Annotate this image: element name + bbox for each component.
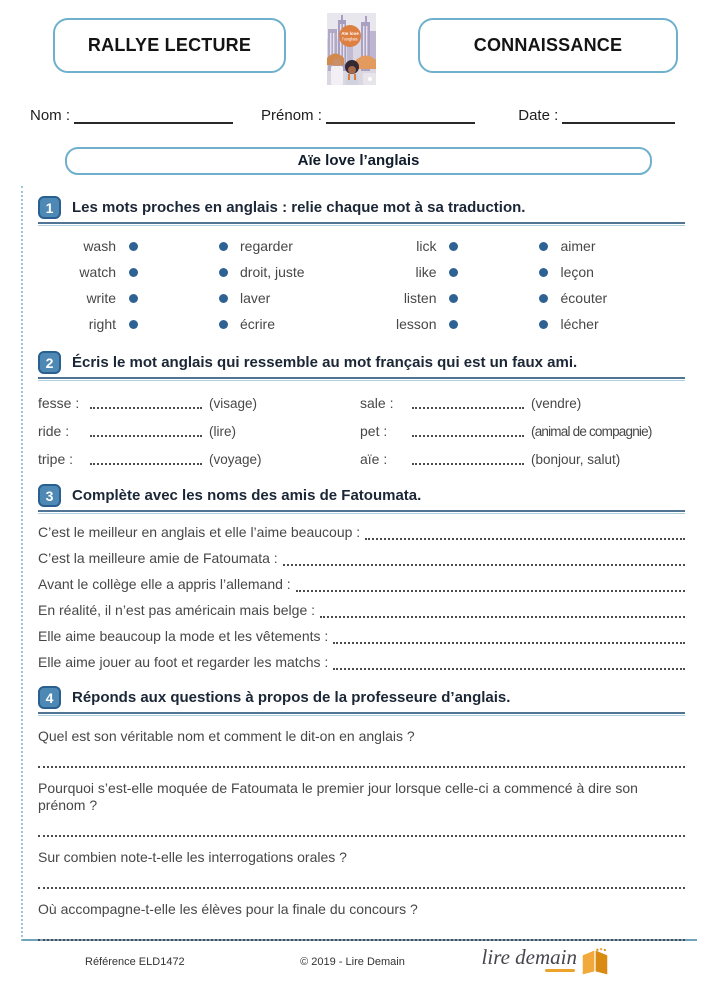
faux-ami-item <box>360 395 685 411</box>
prompt-row <box>38 604 685 618</box>
cover-title-line1: Aïe love <box>341 31 359 36</box>
prenom-blank-line <box>326 108 475 124</box>
rallye-lecture-label: RALLYE LECTURE <box>87 35 252 55</box>
match-row <box>362 290 686 305</box>
question-text: Où accompagne-t-elle les élèves pour la finale du concours ? <box>38 901 418 917</box>
match-dot-icon <box>129 268 138 277</box>
matching-exercise <box>38 238 685 331</box>
prenom-label: Prénom : <box>261 107 322 124</box>
logo-subtext-mark <box>545 969 575 972</box>
section-2 <box>38 351 685 467</box>
book-title-box <box>65 147 652 175</box>
match-dot-icon <box>129 294 138 303</box>
section-3-title: Complète avec les noms des amis de Fatoumata. <box>72 487 422 504</box>
answer-dotted-blank <box>296 580 685 592</box>
faux-ami-word: tripe : <box>38 451 74 467</box>
section-1 <box>38 196 685 331</box>
english-word: lesson <box>396 316 437 332</box>
question-text: Sur combien note-t-elle les interrogations orales ? <box>38 849 347 865</box>
section-4-number-badge: 4 <box>38 686 61 709</box>
section-2-header <box>38 351 685 374</box>
date-blank-line <box>562 108 675 124</box>
match-dot-icon <box>219 242 228 251</box>
prompt-row <box>38 630 685 644</box>
french-word: laver <box>240 290 271 306</box>
prompt-text: Elle aime beaucoup la mode et les vêtements : <box>38 628 329 644</box>
section-1-number-badge: 1 <box>38 196 61 219</box>
match-row <box>38 238 362 253</box>
answer-dotted-blank <box>333 658 685 670</box>
question-text: Pourquoi s’est-elle moquée de Fatoumata le premier jour lorsque celle-ci a commencé à dire son prénom ? <box>38 780 638 813</box>
identity-row <box>30 107 675 124</box>
faux-amis-right-column <box>360 395 685 467</box>
match-row <box>38 264 362 279</box>
section-2-number-badge: 2 <box>38 351 61 374</box>
section-4-rule <box>38 712 685 716</box>
french-word: lécher <box>560 316 599 332</box>
section-3-number-badge: 3 <box>38 484 61 507</box>
answer-dotted-line <box>38 835 685 837</box>
french-word: droit, juste <box>240 264 305 280</box>
faux-ami-hint: (vendre) <box>531 396 582 411</box>
section-4-title: Réponds aux questions à propos de la professeure d’anglais. <box>72 689 511 706</box>
answer-dotted-blank <box>90 451 202 465</box>
answer-dotted-blank <box>412 451 524 465</box>
match-dot-icon <box>129 242 138 251</box>
match-dot-icon <box>539 242 548 251</box>
book-cover-image <box>327 13 376 85</box>
english-word: listen <box>403 290 437 306</box>
faux-ami-item <box>38 423 360 439</box>
french-word: écrire <box>240 316 276 332</box>
faux-ami-hint: (animal de compagnie) <box>531 424 652 439</box>
lire-demain-logo <box>482 946 610 975</box>
match-row <box>362 316 686 331</box>
match-dot-icon <box>539 294 548 303</box>
faux-ami-hint: (lire) <box>209 424 236 439</box>
match-row <box>38 290 362 305</box>
faux-ami-item <box>360 423 685 439</box>
complete-exercise <box>38 526 685 670</box>
prompt-text: C’est le meilleur en anglais et elle l’aime beaucoup : <box>38 524 361 540</box>
faux-ami-hint: (voyage) <box>209 452 262 467</box>
section-4-header <box>38 686 685 709</box>
prompt-row <box>38 552 685 566</box>
match-dot-icon <box>219 294 228 303</box>
match-dot-icon <box>539 268 548 277</box>
match-dot-icon <box>449 294 458 303</box>
match-dot-icon <box>539 320 548 329</box>
answer-dotted-blank <box>412 395 524 409</box>
answer-dotted-line <box>38 887 685 889</box>
english-word: write <box>86 290 116 306</box>
answer-dotted-line <box>38 766 685 768</box>
french-word: leçon <box>560 264 594 280</box>
english-word: wash <box>83 238 116 254</box>
prompt-text: Elle aime jouer au foot et regarder les matchs : <box>38 654 329 670</box>
reference-code: Référence ELD1472 <box>85 956 185 968</box>
date-label: Date : <box>518 107 559 124</box>
prompt-text: En réalité, il n’est pas américain mais belge : <box>38 602 316 618</box>
english-word: like <box>415 264 437 280</box>
open-book-icon <box>580 948 610 975</box>
answer-dotted-blank <box>320 606 685 618</box>
match-dot-icon <box>129 320 138 329</box>
english-word: watch <box>79 264 116 280</box>
logo-wordmark: lire demain <box>481 945 577 969</box>
faux-ami-hint: (bonjour, salut) <box>531 452 621 467</box>
match-row <box>362 238 686 253</box>
faux-ami-word: pet : <box>360 423 388 439</box>
french-word: regarder <box>240 238 293 254</box>
cover-title-line2: l’anglais <box>342 36 358 42</box>
prompt-row <box>38 578 685 592</box>
copyright-text: © 2019 - Lire Demain <box>300 956 405 968</box>
worksheet-content <box>21 186 697 941</box>
section-3-rule <box>38 510 685 514</box>
faux-ami-item <box>38 395 360 411</box>
question-text: Quel est son véritable nom et comment le dit-on en anglais ? <box>38 728 415 744</box>
section-3-header <box>38 484 685 507</box>
match-dot-icon <box>449 242 458 251</box>
connaissance-box <box>418 18 678 73</box>
answer-dotted-line <box>38 939 685 941</box>
connaissance-label: CONNAISSANCE <box>473 35 623 55</box>
nom-blank-line <box>74 108 233 124</box>
prompt-row <box>38 656 685 670</box>
match-row <box>38 316 362 331</box>
rallye-lecture-box <box>53 18 286 73</box>
match-dot-icon <box>219 268 228 277</box>
faux-ami-word: aïe : <box>360 451 388 467</box>
section-1-title: Les mots proches en anglais : relie chaque mot à sa traduction. <box>72 199 526 216</box>
nom-label: Nom : <box>30 107 71 124</box>
match-dot-icon <box>449 320 458 329</box>
section-4 <box>38 686 685 941</box>
faux-amis-exercise <box>38 395 685 467</box>
faux-ami-item <box>360 451 685 467</box>
english-word: lick <box>416 238 437 254</box>
match-dot-icon <box>219 320 228 329</box>
answer-dotted-blank <box>412 423 524 437</box>
faux-amis-left-column <box>38 395 360 467</box>
answer-dotted-blank <box>90 395 202 409</box>
answer-dotted-blank <box>90 423 202 437</box>
matching-left-group <box>38 238 362 331</box>
section-3 <box>38 484 685 670</box>
section-2-rule <box>38 377 685 381</box>
book-title: Aïe love l’anglais <box>297 152 420 169</box>
faux-ami-item <box>38 451 360 467</box>
answer-dotted-blank <box>333 632 685 644</box>
section-1-rule <box>38 222 685 226</box>
english-word: right <box>88 316 116 332</box>
answer-dotted-blank <box>283 554 685 566</box>
french-word: aimer <box>560 238 596 254</box>
faux-ami-word: sale : <box>360 395 394 411</box>
section-2-title: Écris le mot anglais qui ressemble au mot français qui est un faux ami. <box>72 354 578 371</box>
prompt-text: C’est la meilleure amie de Fatoumata : <box>38 550 278 566</box>
faux-ami-hint: (visage) <box>209 396 258 411</box>
faux-ami-word: fesse : <box>38 395 80 411</box>
section-1-header <box>38 196 685 219</box>
faux-ami-word: ride : <box>38 423 70 439</box>
prompt-row <box>38 526 685 540</box>
page-footer <box>0 944 705 1000</box>
match-dot-icon <box>449 268 458 277</box>
matching-right-group <box>362 238 686 331</box>
french-word: écouter <box>560 290 608 306</box>
prompt-text: Avant le collège elle a appris l’allemand : <box>38 576 291 592</box>
answer-dotted-blank <box>365 528 685 540</box>
match-row <box>362 264 686 279</box>
